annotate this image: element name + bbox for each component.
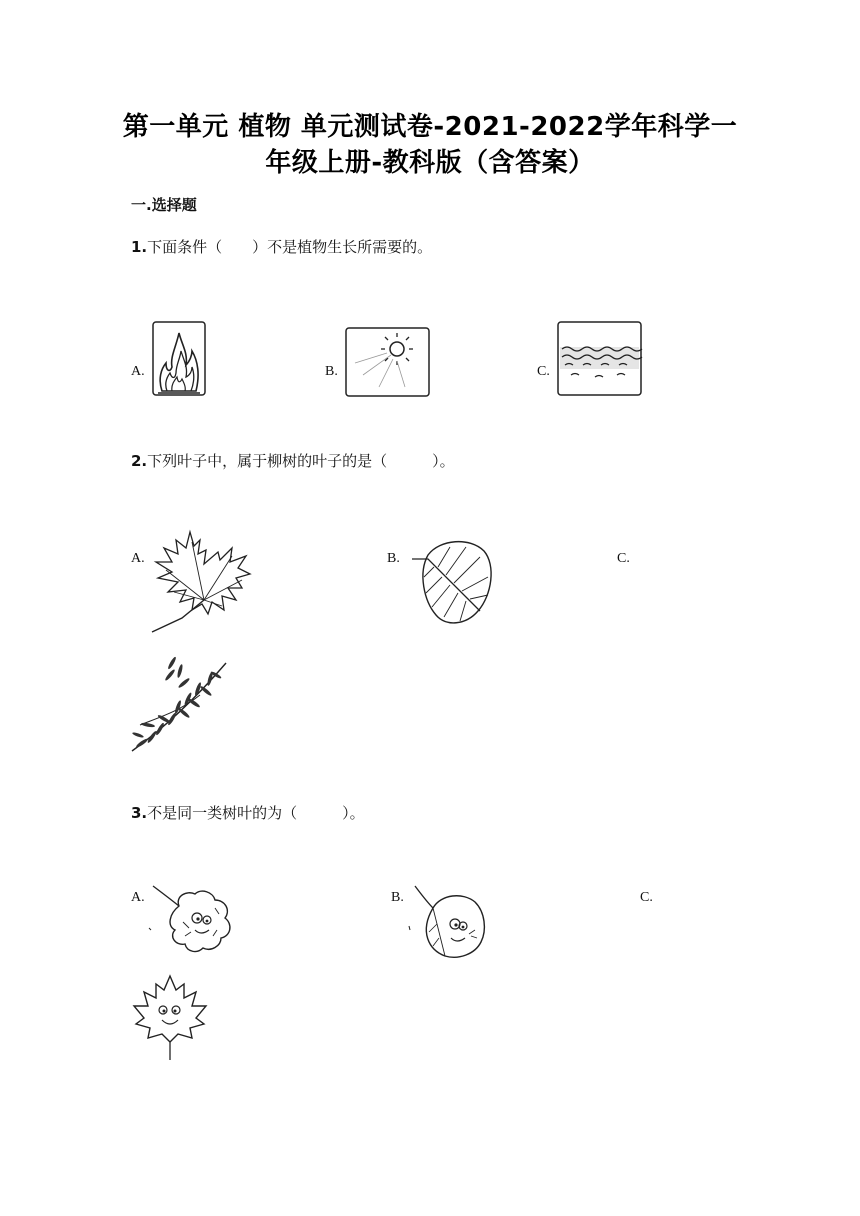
q2-option-c-label: C.: [617, 551, 630, 566]
q1-option-a-label: A.: [131, 364, 145, 379]
cartoon-oak-leaf-icon: [145, 882, 245, 957]
document-title-line2: 年级上册-教科版（含答案）: [265, 148, 595, 178]
question-text: 不是同一类树叶的为（ ）。: [147, 804, 365, 822]
document-title-line1: 第一单元 植物 单元测试卷-2021-2022学年科学一: [122, 112, 738, 142]
water-picture-icon: [557, 321, 642, 396]
cartoon-maple-leaf-icon: [130, 972, 210, 1062]
q1-option-b-label: B.: [325, 364, 338, 379]
section-heading: 一.选择题: [131, 196, 197, 214]
willow-branch-icon: [130, 655, 230, 755]
q2-option-a-label: A.: [131, 551, 145, 566]
question-2: [131, 450, 455, 471]
question-3: [131, 802, 365, 823]
q3-option-a-label: A.: [131, 890, 145, 905]
question-number: 1.: [131, 238, 148, 256]
q2-option-b-label: B.: [387, 551, 400, 566]
q1-option-c-label: C.: [537, 364, 550, 379]
question-number: 2.: [131, 452, 148, 470]
round-leaf-icon: [410, 537, 495, 627]
cartoon-round-leaf-icon: [405, 884, 490, 962]
q3-option-c-label: C.: [640, 890, 653, 905]
maple-leaf-icon: [148, 530, 258, 635]
question-number: 3.: [131, 804, 148, 822]
question-text: 下列叶子中，属于柳树的叶子的是（ ）。: [147, 452, 455, 470]
question-1: [131, 236, 432, 257]
question-text: 下面条件（ ）不是植物生长所需要的。: [147, 238, 433, 256]
fire-picture-icon: [152, 321, 206, 396]
sun-picture-icon: [345, 327, 430, 397]
q3-option-b-label: B.: [391, 890, 404, 905]
